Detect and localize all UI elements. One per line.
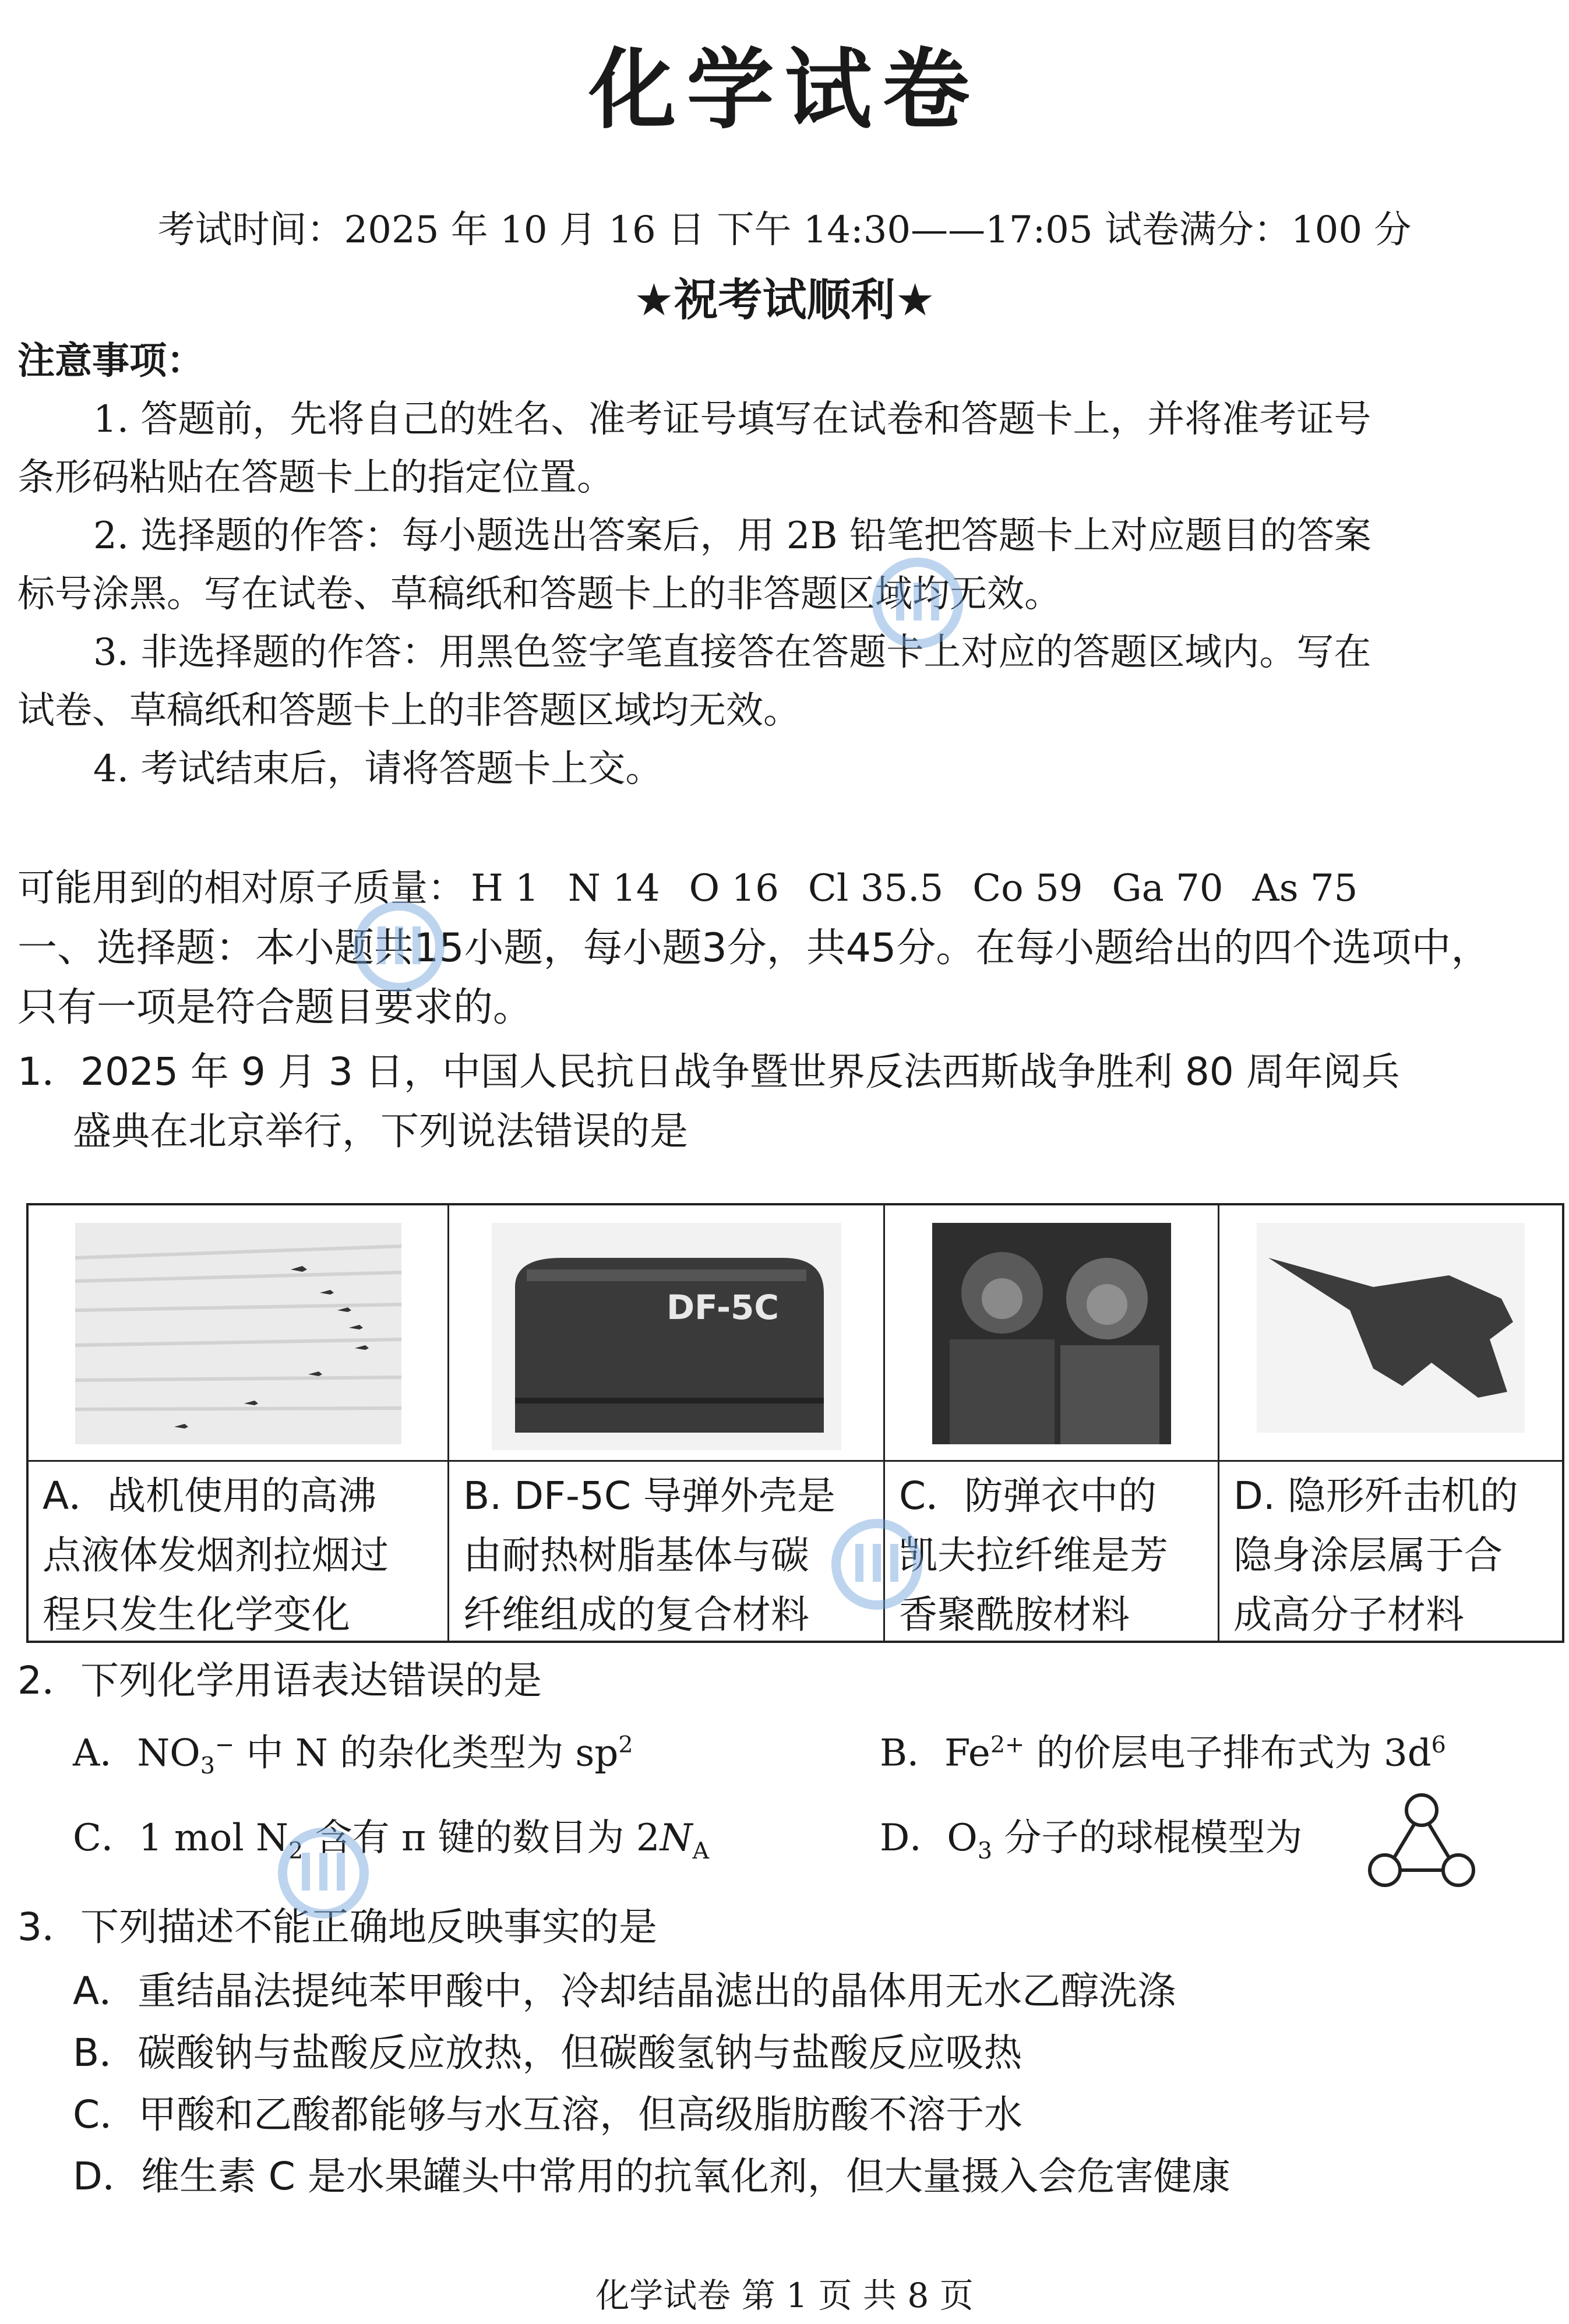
q2-a-subscript: 3 (200, 1752, 215, 1780)
q1-option-c-line-3: 香聚酰胺材料 (899, 1592, 1130, 1637)
atomic-masses-label: 可能用到的相对原子质量： (17, 867, 465, 910)
q2-stem: 2．下列化学用语表达错误的是 (17, 1658, 542, 1703)
notes-heading: 注意事项： (17, 340, 204, 383)
q1-option-c (885, 1462, 1219, 1641)
q1-option-b-line-3: 纤维组成的复合材料 (463, 1592, 809, 1637)
mass-h: H 1 (471, 867, 539, 910)
q3-option-d: D．维生素 C 是水果罐头中常用的抗氧化剂，但大量摄入会危害健康 (73, 2154, 1230, 2199)
q3-stem: 3．下列描述不能正确地反映事实的是 (17, 1905, 657, 1949)
ozone-ball-stick-model (1366, 1792, 1477, 1891)
q2-d-text-2: 分子的球棍模型为 (992, 1817, 1303, 1860)
page-title: 化学试卷 (588, 40, 981, 141)
stealth-fighter-image (1257, 1223, 1525, 1433)
q2-c-subscript: 2 (288, 1837, 304, 1864)
q1-option-b-line-1: B. DF-5C 导弹外壳是 (463, 1473, 835, 1518)
section-1-heading-line-2: 只有一项是符合题目要求的。 (17, 985, 533, 1031)
missile-label: DF-5C (666, 1288, 779, 1327)
watermark-logo-icon (274, 1824, 373, 1923)
q1-option-b (449, 1462, 885, 1641)
note-3-line-1: 3. 非选择题的作答：用黑色签字笔直接答在答题卡上对应的答题区域内。写在 (93, 631, 1371, 674)
mass-ga: Ga 70 (1112, 867, 1224, 910)
note-2-line-2: 标号涂黑。写在试卷、草稿纸和答题卡上的非答题区域均无效。 (17, 573, 1062, 616)
good-luck-banner: ★祝考试顺利★ (634, 274, 935, 326)
q2-c-text: C．1 mol N (73, 1817, 289, 1860)
q1-option-d-line-3: 成高分子材料 (1233, 1592, 1464, 1637)
note-2-line-1: 2. 选择题的作答：每小题选出答案后，用 2B 铅笔把答题卡上对应题目的答案 (93, 514, 1371, 558)
section-1-heading-line-1: 一、选择题：本小题共15小题，每小题3分，共45分。在每小题给出的四个选项中， (17, 925, 1491, 971)
q2-option-b (880, 1716, 1446, 1782)
mass-as: As 75 (1252, 867, 1358, 910)
q1-option-b-line-2: 由耐热树脂基体与碳 (463, 1533, 809, 1578)
note-1-line-1: 1. 答题前，先将自己的姓名、准考证号填写在试卷和答题卡上，并将准考证号 (93, 398, 1371, 441)
q1-image-b-cell (449, 1205, 885, 1462)
q2-a-charge: − (214, 1731, 235, 1758)
q2-b-text-2: 的价层电子排布式为 3d (1024, 1731, 1432, 1775)
q1-option-c-line-2: 凯夫拉纤维是芳 (899, 1533, 1168, 1578)
q2-b-charge: 2+ (990, 1731, 1025, 1758)
q1-image-c-cell (885, 1205, 1219, 1462)
q1-option-table (26, 1203, 1564, 1643)
watermark-logo-icon (827, 1515, 926, 1614)
watermark-logo-icon (868, 553, 967, 653)
note-4-line-1: 4. 考试结束后，请将答题卡上交。 (93, 747, 663, 791)
q3-option-b: B．碳酸钠与盐酸反应放热，但碳酸氢钠与盐酸反应吸热 (73, 2030, 1023, 2075)
q2-option-a (73, 1716, 633, 1795)
q1-option-a (29, 1462, 449, 1641)
mass-co: Co 59 (972, 867, 1083, 910)
q1-image-a-cell (29, 1205, 449, 1462)
q2-option-c (73, 1809, 709, 1880)
q2-b-superscript: 6 (1431, 1731, 1446, 1758)
page-footer: 化学试卷 第 1 页 共 8 页 (595, 2276, 974, 2315)
df5c-missile-image (492, 1223, 841, 1450)
mass-cl: Cl 35.5 (808, 867, 944, 910)
fighter-jets-smoke-image (75, 1223, 401, 1444)
q1-option-a-line-1: A．战机使用的高沸 (43, 1473, 377, 1518)
q2-a-superscript: 2 (618, 1731, 633, 1758)
q2-a-text: A．NO (73, 1731, 200, 1775)
soldiers-body-armor-image (932, 1223, 1171, 1444)
watermark-logo-icon (350, 897, 449, 996)
note-3-line-2: 试卷、草稿纸和答题卡上的非答题区域均无效。 (17, 689, 801, 732)
q1-image-d-cell (1219, 1205, 1562, 1462)
mass-o: O 16 (689, 867, 779, 910)
q3-option-c: C．甲酸和乙酸都能够与水互溶，但高级脂肪酸不溶于水 (73, 2092, 1023, 2137)
q1-option-d-line-1: D. 隐形歼击机的 (1233, 1473, 1518, 1518)
q2-c-avogadro: N (660, 1817, 693, 1860)
q2-c-text-2: 含有 π 键的数目为 2 (303, 1817, 660, 1860)
q1-option-d-line-2: 隐身涂层属于合 (1233, 1533, 1503, 1578)
q1-stem-line-2: 盛典在北京举行，下列说法错误的是 (73, 1109, 688, 1154)
q3-option-a: A．重结晶法提纯苯甲酸中，冷却结晶滤出的晶体用无水乙醇洗涤 (73, 1969, 1176, 2013)
q1-option-a-line-2: 点液体发烟剂拉烟过 (43, 1533, 389, 1578)
q2-b-text: B．Fe (880, 1731, 990, 1775)
q2-d-text: D．O (880, 1817, 978, 1860)
q2-d-subscript: 3 (977, 1837, 993, 1864)
q2-a-text-2: 中 N 的杂化类型为 sp (234, 1731, 619, 1775)
q2-option-d (880, 1809, 1302, 1880)
q1-option-c-line-1: C．防弹衣中的 (899, 1473, 1157, 1518)
q1-stem-line-1: 1．2025 年 9 月 3 日，中国人民抗日战争暨世界反法西斯战争胜利 80 周年阅兵 (17, 1049, 1400, 1094)
atomic-masses (17, 859, 1387, 918)
q2-c-avogadro-sub: A (692, 1837, 710, 1864)
mass-n: N 14 (567, 867, 660, 910)
q1-option-a-line-3: 程只发生化学变化 (43, 1592, 350, 1637)
exam-info: 考试时间：2025 年 10 月 16 日 下午 14:30——17:05 试卷满分：100 分 (157, 209, 1412, 252)
note-1-line-2: 条形码粘贴在答题卡上的指定位置。 (17, 456, 614, 499)
q1-option-d (1219, 1462, 1562, 1641)
